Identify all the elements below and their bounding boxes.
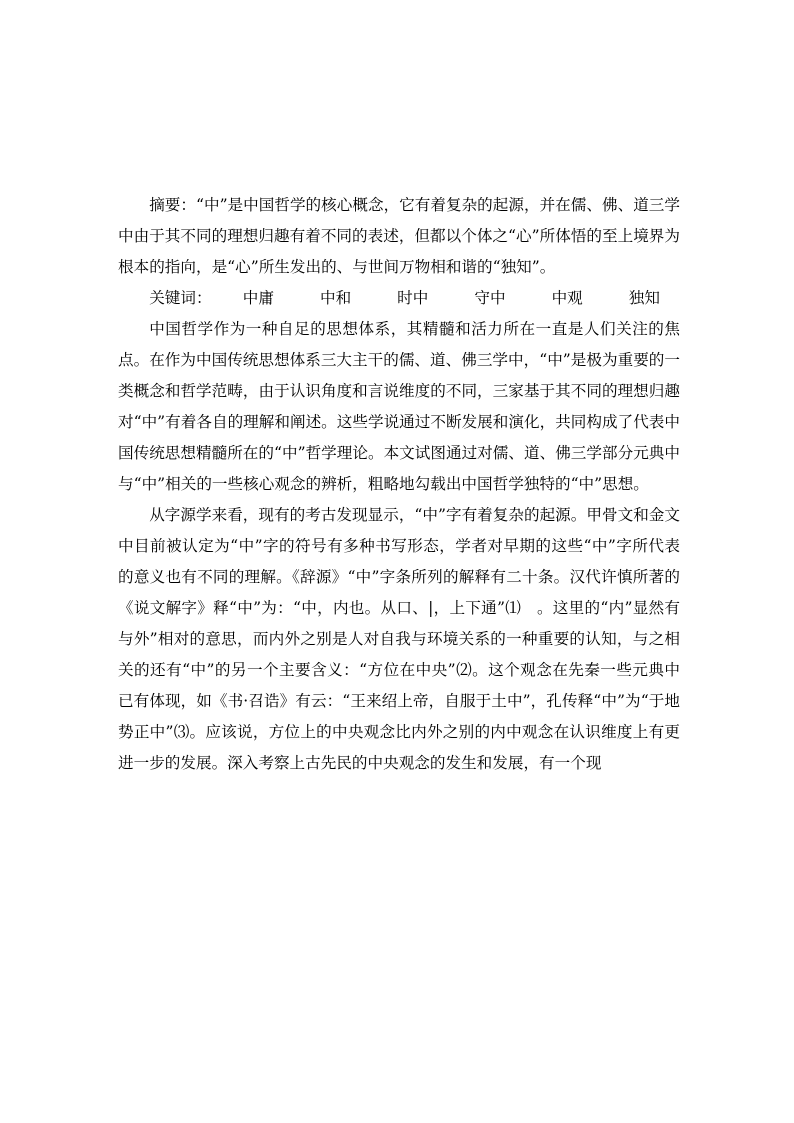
body-paragraph-etymology: 从字源学来看，现有的考古发现显示，“中”字有着复杂的起源。甲骨文和金文中目前被认定为“中”字的符号有多种书写形态，学者对早期的这些“中”字所代表的意义也有不同的理解。《辞源》“中”字条所列的解释有二十条。汉代许慎所著的《说文解字》释“中”为：“中，内也。从口、|，上下通”⑴ 。这里的“内”显然有与外”相对的意思，而内外之别是人对自我与环境关系的一种重要的认知，与之相关的还有“中”的另一个主要含义：“方位在中央”⑵。这个观念在先秦一些元典中已有体现，如《书·召诰》有云：“王来绍上帝，自服于土中”，孔传释“中”为“于地势正中”⑶。应该说，方位上的中央观念比内外之别的内中观念在认识维度上有更进一步的发展。深入考察上古先民的中央观念的发生和发展，有一个现 bbox=[118, 506, 680, 772]
keywords-label: 关键词： bbox=[149, 289, 212, 307]
keyword-item: 中观 bbox=[551, 289, 583, 307]
keyword-item: 守中 bbox=[474, 289, 506, 307]
keyword-item: 独知 bbox=[628, 289, 660, 307]
keywords-line bbox=[118, 283, 680, 314]
document-page bbox=[118, 190, 680, 779]
abstract-paragraph: 摘要：“中”是中国哲学的核心概念，它有着复杂的起源，并在儒、佛、道三学中由于其不同的理想归趣有着不同的表述，但都以个体之“心”所体悟的至上境界为根本的指向，是“心”所生发出的、与世间万物相和谐的“独知”。 bbox=[118, 196, 680, 276]
keyword-item: 时中 bbox=[397, 289, 429, 307]
keyword-item: 中和 bbox=[319, 289, 352, 307]
body-paragraph-intro: 中国哲学作为一种自足的思想体系，其精髓和活力所在一直是人们关注的焦点。在作为中国传统思想体系三大主干的儒、道、佛三学中，“中”是极为重要的一类概念和哲学范畴，由于认识角度和言说维度的不同，三家基于其不同的理想归趣对“中”有着各自的理解和阐述。这些学说通过不断发展和演化，共同构成了代表中国传统思想精髓所在的“中”哲学理论。本文试图通过对儒、道、佛三学部分元典中与“中”相关的一些核心观念的辨析，粗略地勾载出中国哲学独特的“中”思想。 bbox=[118, 320, 680, 493]
keyword-item: 中庸 bbox=[242, 289, 274, 307]
